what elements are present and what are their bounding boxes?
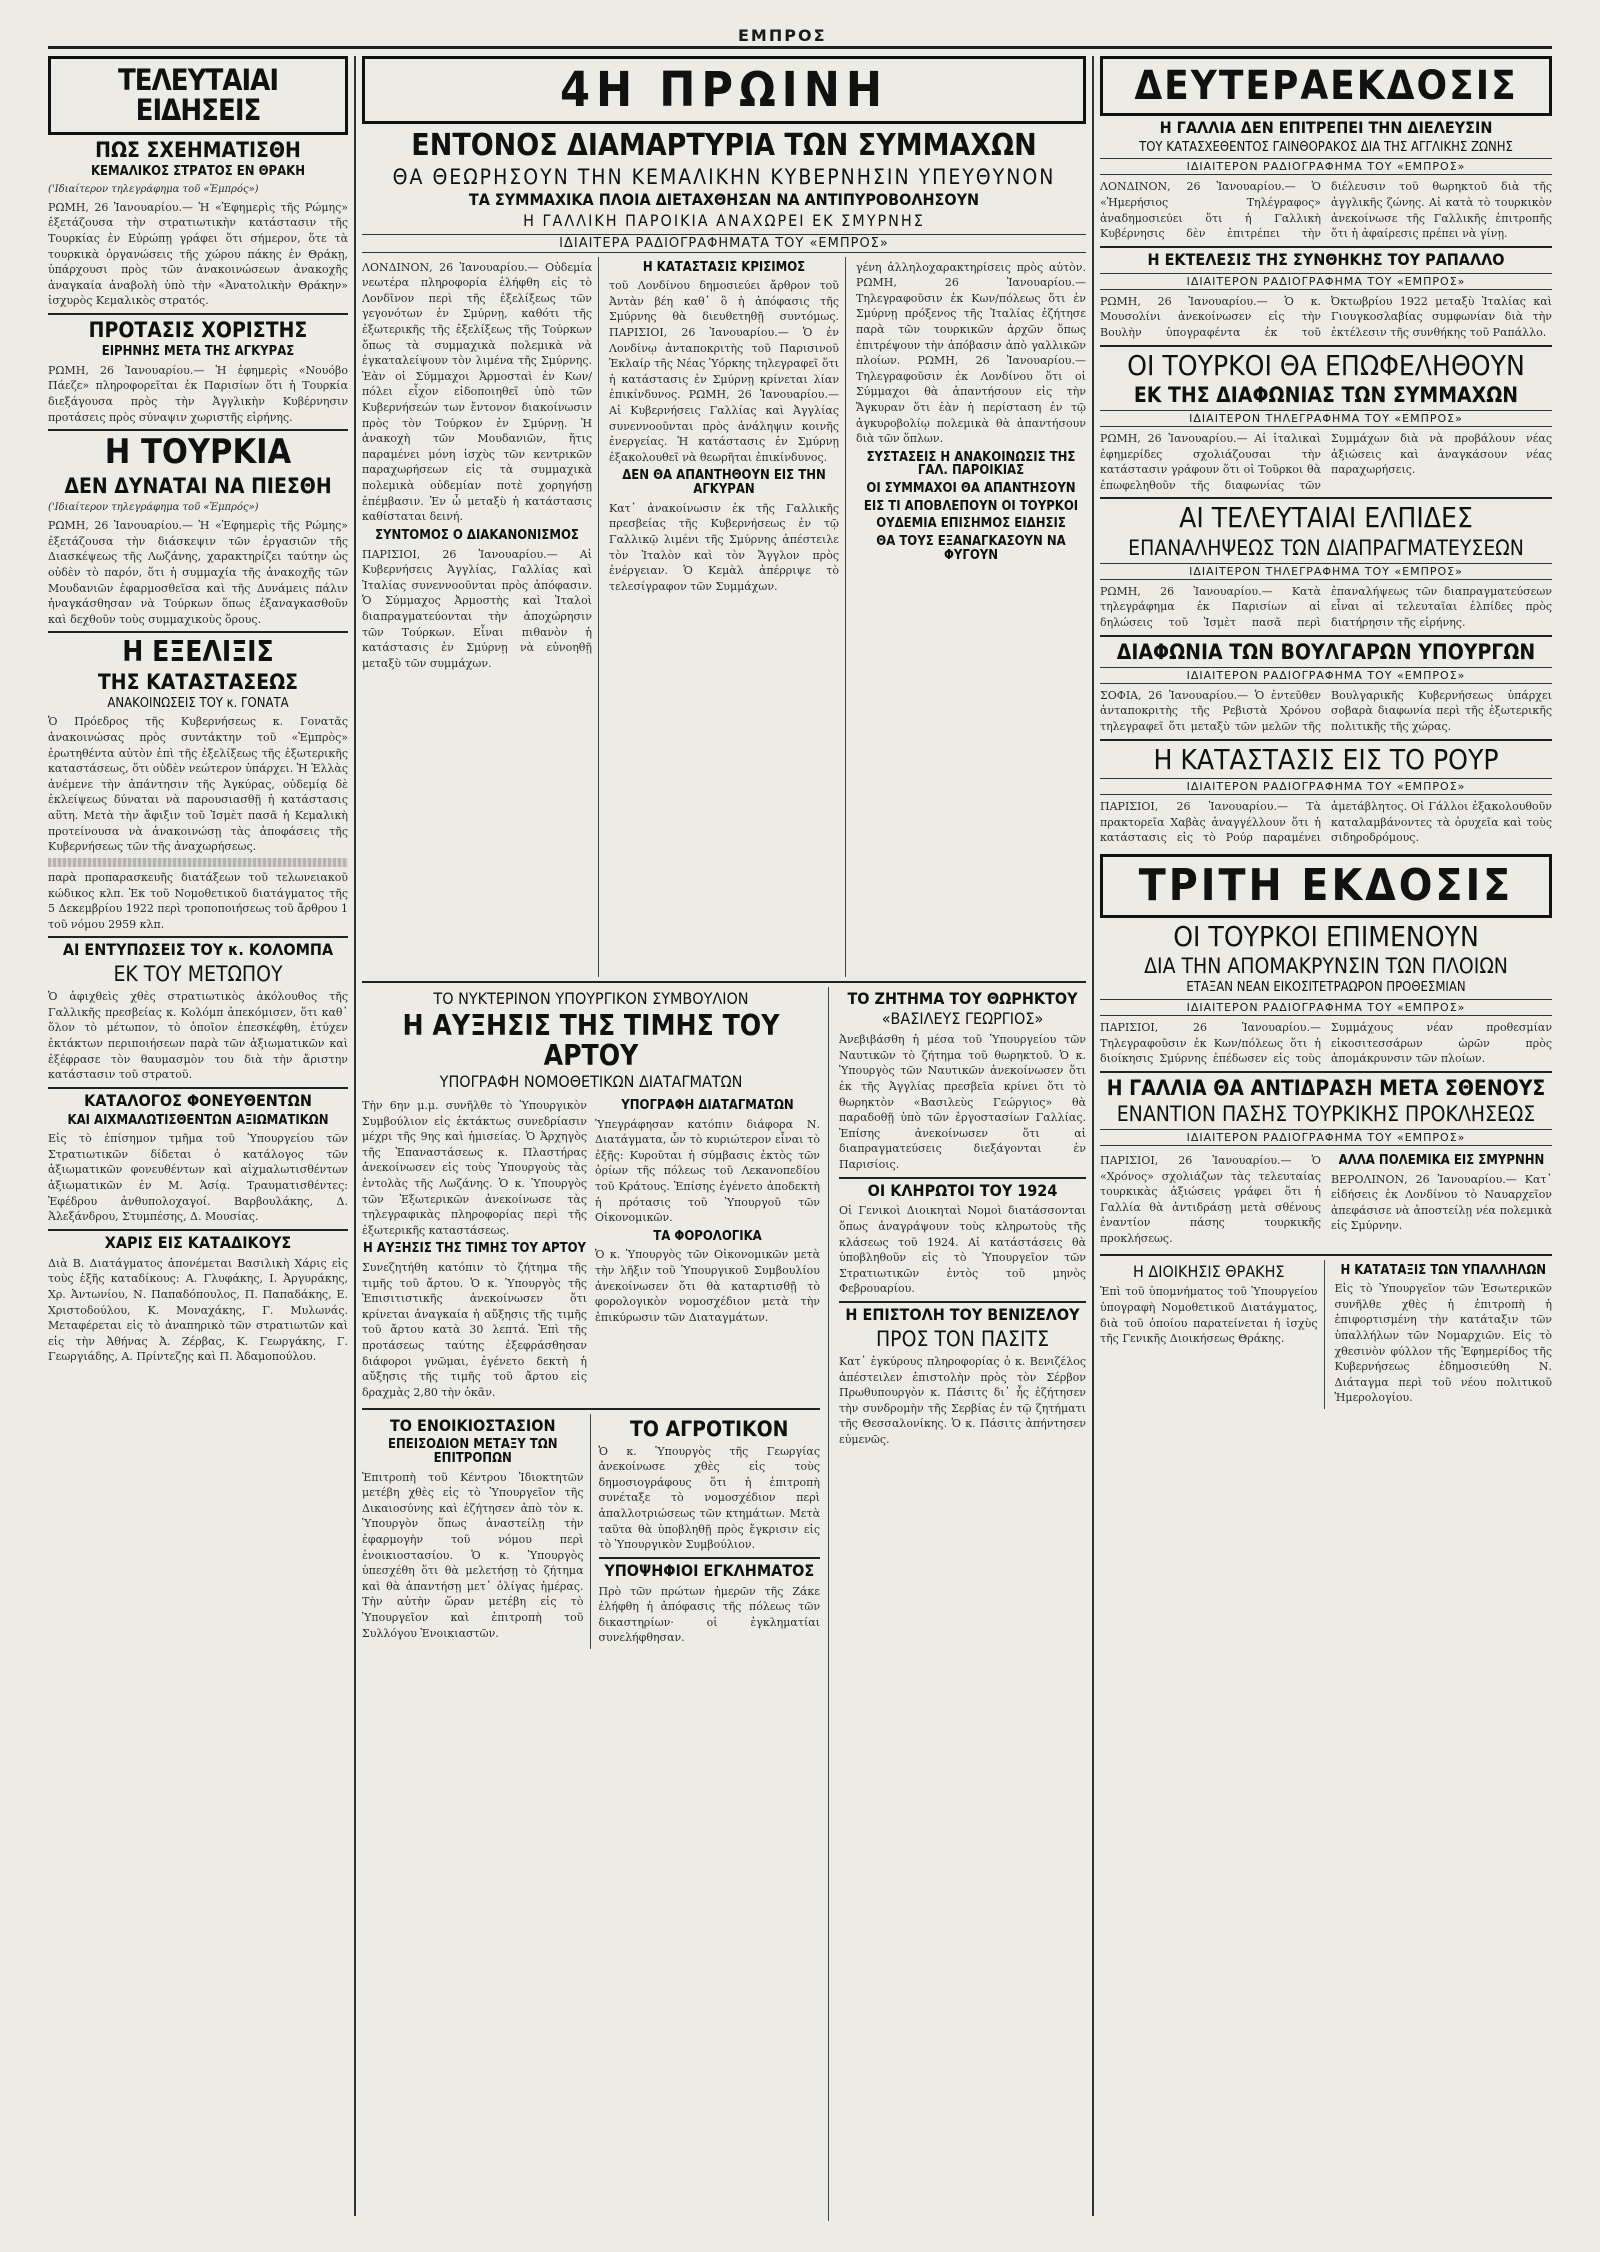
column-rule [1092, 56, 1094, 2216]
subheadline: ΤΗΣ ΚΑΤΑΣΤΑΣΕΩΣ [97, 669, 299, 694]
headline: Η ΓΑΛΛΙΑ ΘΑ ΑΝΤΙΔΡΑΣΗ ΜΕΤΑ ΣΘΕΝΟΥΣ [1106, 1075, 1546, 1100]
lower-section [362, 987, 1086, 2221]
headline: ΤΟ ΑΓΡΟΤΙΚΟΝ [629, 1416, 789, 1441]
agrarian-article [599, 1414, 821, 1650]
headline: ΠΩΣ ΣΧΕΗΜΑΤΙΣΘΗ [95, 137, 301, 162]
source-line: ('Ιδιαίτερον τηλεγράφημα τοῦ «Ἐμπρός») [48, 501, 259, 513]
subheadline: ΕΤΑΞΑΝ ΝΕΑΝ ΕΙΚΟΣΙΤΕΤΡΑΩΡΟΝ ΠΡΟΘΕΣΜΙΑΝ [1186, 980, 1466, 996]
article-text: Ὁ ἀφιχθεὶς χθὲς στρατιωτικὸς ἀκόλουθος τῆς Γαλλικῆς πρεσβείας κ. Κολόμπ ἀπεκόμισεν, ὅτι καθ᾽ ὅλον τὸ μέτωπον, τὸ ὁποῖον ἐπεσκέφθη, ἐτύχεν ἐκτάκτων περιποιήσεων παρὰ τῶν ἀξιωματικῶν καὶ ἐξέφρασε τὸν θαυμασμὸν του διὰ τὴν ἄριστην κατάστασιν τοῦ στρατοῦ. [48, 990, 348, 1082]
thrace-article [1100, 1260, 1325, 1410]
article-text: Ἐπὶ τοῦ ὑπομνήματος τοῦ Ὑπουργείου ὑπογραφὴ Νομοθετικοῦ Διατάγματος, διὰ τοῦ ὁποίου παρατείνεται ἡ ἰσχὺς τῆς Γενικῆς Διοικήσεως Θράκης. [1100, 1285, 1318, 1346]
headline: Η ΚΑΤΑΤΑΞΙΣ ΤΩΝ ΥΠΑΛΛΗΛΩΝ [1340, 1262, 1547, 1278]
column-rule [354, 56, 356, 2216]
section-heading: Η ΑΥΞΗΣΙΣ ΤΗΣ ΤΙΜΗΣ ΤΟΥ ΑΡΤΟΥ [362, 1241, 587, 1257]
subheadline: ΚΕΜΑΛΙΚΟΣ ΣΤΡΑΤΟΣ ΕΝ ΘΡΑΚΗ [90, 163, 306, 179]
section-heading: ΑΛΛΑ ΠΟΛΕΜΙΚΑ ΕΙΣ ΣΜΥΡΝΗΝ [1338, 1152, 1545, 1168]
article-text: ΡΩΜΗ, 26 Ἰανουαρίου.— Ἡ «Ἐφημερὶς τῆς Ρώμης» ἐξετάζουσα τὴν διάσκεψιν τῶν ἐργασιῶν τῆς Διασκέψεως τῆς Λωζάνης, χαρακτηρίζει ταύτην ὡς οὐδὲν τὸ παρόν, ὅτι ἡ συμμαχία τῆς ἀνακοχῆς τῶν Μουδανιῶν ἐφαρμοσθεῖσα καὶ τῆς Δυνάμεις πάλιν ἠναγκάσθησαν νὰ Τούρκων ὅπως ἐξαναγκασθοῦν καὶ δεχθοῦν τοὺς συμμαχικοὺς ὅρους. [48, 519, 348, 626]
divider [1100, 635, 1552, 637]
headline: ΟΙ ΤΟΥΡΚΟΙ ΘΑ ΕΠΩΦΕΛΗΘΟΥΝ [1127, 348, 1525, 382]
article-text: ΛΟΝΔΙΝΟΝ, 26 Ἰανουαρίου.— Ὁ «Ἡμερήσιος Τηλέγραφος» ἀναδημοσιεύει ὅτι ἡ Γαλλικὴ Κυβέρνησις δὲν ἐπιτρέπει τὴν διέλευσιν τοῦ θωρηκτοῦ διὰ τῆς ἀγγλικῆς ζώνης. Αἱ κατὰ τὸ τουρκικὸν ἀνεκοίνωσε τῆς Γαλλικῆς ἐπιτροπῆς ὅτι ἡ ἀφαίρεσις πρέπει νὰ γίνῃ. [1100, 180, 1552, 241]
article-text: Συνεζητήθη κατόπιν τὸ ζήτημα τῆς τιμῆς τοῦ ἄρτου. Ὁ κ. Ὑπουργὸς τῆς Ἐπισιτιστικῆς ἀνεκοίνωσεν ὅτι κρίνεται ἀναγκαία ἡ αὔξησις τῆς τιμῆς τοῦ ἄρτου κατὰ 30 λεπτά. Ἐπὶ τῆς προτάσεως ταύτης ἐξεφράσθησαν διάφοροι γνῶμαι, ἐγένετο δεκτὴ ἡ αὔξησις τῆς τιμῆς τοῦ ἄρτου εἰς δραχμὰς 2,80 τὴν ὀκᾶν. [362, 1261, 587, 1399]
main-subheadline: ΤΑ ΣΥΜΜΑΧΙΚΑ ΠΛΟΙΑ ΔΙΕΤΑΧΘΗΣΑΝ ΝΑ ΑΝΤΙΠΥΡΟΒΟΛΗΣΟΥΝ [468, 189, 980, 209]
radio-label: ΙΔΙΑΙΤΕΡΟΝ ΡΑΔΙΟΓΡΑΦΗΜΑ ΤΟΥ «ΕΜΠΡΟΣ» [1100, 158, 1552, 175]
subheadline: «ΒΑΣΙΛΕΥΣ ΓΕΩΡΓΙΟΣ» [881, 1009, 1044, 1029]
subheadline: ΔΕΝ ΔΥΝΑΤΑΙ ΝΑ ΠΙΕΣΘΗ [64, 473, 332, 498]
radio-label: ΙΔΙΑΙΤΕΡΑ ΡΑΔΙΟΓΡΑΦΗΜΑΤΑ ΤΟΥ «ΕΜΠΡΟΣ» [362, 234, 1086, 253]
article-text: ΒΕΡΟΛΙΝΟΝ, 26 Ἰανουαρίου.— Κατ᾽ εἰδήσεις ἐκ Λονδίνου τὸ Ναυαρχεῖον ἀπεφάσισε νὰ ἀποστείλῃ νέα πολεμικὰ εἰς Σμύρνην. [1331, 1172, 1552, 1233]
radio-label: ΙΔΙΑΙΤΕΡΟΝ ΡΑΔΙΟΓΡΑΦΗΜΑ ΤΟΥ «ΕΜΠΡΟΣ» [1100, 273, 1552, 290]
subheadline: ΚΑΙ ΑΙΧΜΑΛΩΤΙΣΘΕΝΤΩΝ ΑΞΙΩΜΑΤΙΚΩΝ [67, 1112, 329, 1128]
subheadline: ΕΝΑΝΤΙΟΝ ΠΑΣΗΣ ΤΟΥΡΚΙΚΗΣ ΠΡΟΚΛΗΣΕΩΣ [1116, 1101, 1536, 1126]
article-text: παρὰ προπαρασκευῆς διατάξεων τοῦ τελωνειακοῦ κώδικος κλπ. Ἐκ τοῦ Νομοθετικοῦ διατάγματος τῆς 5 Δεκεμβρίου 1922 περὶ τροποποιήσεως τοῦ ἄρθρου 1 τοῦ νόμου 2959 κλπ. [48, 870, 348, 931]
subheadline: ΔΙΑ ΤΗΝ ΑΠΟΜΑΚΡΥΝΣΙΝ ΤΩΝ ΠΛΟΙΩΝ [1144, 954, 1508, 979]
headline: Η ΓΑΛΛΙΑ ΔΕΝ ΕΠΙΤΡΕΠΕΙ ΤΗΝ ΔΙΕΛΕΥΣΙΝ [1159, 118, 1493, 137]
divider [362, 981, 1086, 983]
divider [48, 429, 348, 431]
radio-label: ΙΔΙΑΙΤΕΡΟΝ ΡΑΔΙΟΓΡΑΦΗΜΑ ΤΟΥ «ΕΜΠΡΟΣ» [1100, 1129, 1552, 1146]
main-article-col-c [856, 257, 1086, 977]
divider [48, 1087, 348, 1089]
divider [1100, 246, 1552, 248]
headline: Η ΤΟΥΡΚΙΑ [104, 432, 292, 473]
telegram-label: ΙΔΙΑΙΤΕΡΟΝ ΤΗΛΕΓΡΑΦΗΜΑ ΤΟΥ «ΕΜΠΡΟΣ» [1100, 563, 1552, 580]
divider [839, 1301, 1086, 1303]
subheadline: ΥΠΟΓΡΑΦΗ ΝΟΜΟΘΕΤΙΚΩΝ ΔΙΑΤΑΓΜΑΤΩΝ [439, 1072, 743, 1092]
headline: ΤΟ ΖΗΤΗΜΑ ΤΟΥ ΘΩΡΗΚΤΟΥ [847, 988, 1078, 1008]
article-text: Εἰς τὸ ἐπίσημον τμῆμα τοῦ Ὑπουργείου τῶν Στρατιωτικῶν δίδεται ὁ κατάλογος τῶν ἀξιωματικῶν φονευθέντων καὶ αἰχμαλωτισθέντων ἀξιωματικῶν ἐν Μ. Ἀσίᾳ. Τραυματισθέντες: Ἐφέδρου ἀνθυπολοχαγοί. Βαρβουλάκης, Δ. Ἀλεξάνδρου, Στυμπέσης, Δ. Μουσίας. [48, 1132, 348, 1224]
article-text: ΡΩΜΗ, 26 Ἰανουαρίου.— Κατὰ τηλεγράφημα ἐκ Παρισίων αἱ δηλώσεις τοῦ Ἰσμὲτ πασᾶ περὶ ἐπαναλήψεως τῶν διαπραγματεύσεων εἶναι αἱ τελευταῖαι ἐλπίδες πρὸς διατήρησιν τῆς εἰρήνης. [1100, 584, 1552, 630]
headline: ΑΙ ΕΝΤΥΠΩΣΕΙΣ ΤΟΥ κ. ΚΟΛΟΜΠΑ [62, 940, 334, 960]
main-subheadline: ΘΑ ΘΕΩΡΗΣΟΥΝ ΤΗΝ ΚΕΜΑΛΙΚΗΝ ΚΥΒΕΡΝΗΣΙΝ ΥΠΕΥΘΥΝΟΝ [392, 164, 1056, 189]
main-headline: ΕΝΤΟΝΟΣ ΔΙΑΜΑΡΤΥΡΙΑ ΤΩΝ ΣΥΜΜΑΧΩΝ [411, 128, 1037, 164]
article-text: Εἰς τὸ Ὑπουργεῖον τῶν Ἐσωτερικῶν συνῆλθε χθὲς ἡ ἐπιτροπὴ ἡ ἐπιφορτισμένη τὴν κατάταξιν τῶν ὑπαλλήλων τῶν Νομαρχιῶν. Εἰς τὸ χθεσινὸν φύλλον τῆς Ἐφημερίδος τῆς Κυβερνήσεως ἐδημοσιεύθη Ν. Διάταγμα περὶ τοῦ νέου πολιτικοῦ Ἡμερολογίου. [1334, 1282, 1552, 1405]
radio-label: ΙΔΙΑΙΤΕΡΟΝ ΡΑΔΙΟΓΡΑΦΗΜΑ ΤΟΥ «ΕΜΠΡΟΣ» [1100, 778, 1552, 795]
article-text: ΠΑΡΙΣΙΟΙ, 26 Ἰανουαρίου.— Τὰ πρακτορεῖα Χαβὰς ἀναγγέλλουν ὅτι ἡ κατάστασις εἰς τὸ Ρούρ παραμένει ἀμετάβλητος. Οἱ Γάλλοι ἐξακολουθοῦν καταλαμβάνοντες τὰ ὀρυχεῖα καὶ τοὺς σιδηροδρόμους. [1100, 799, 1552, 845]
headline: ΟΙ ΤΟΥΡΚΟΙ ΕΠΙΜΕΝΟΥΝ [1173, 919, 1479, 953]
divider [599, 1557, 821, 1559]
subheadline: ΤΟΥ ΚΑΤΑΣΧΕΘΕΝΤΟΣ ΓΑΙΝΘΟΡΑΚΟΣ ΔΙΑ ΤΗΣ ΑΓΓΛΙΚΗΣ ΖΩΝΗΣ [1139, 139, 1513, 155]
section-heading: ΥΠΟΓΡΑΦΗ ΔΙΑΤΑΓΜΑΤΩΝ [621, 1097, 794, 1113]
headline: ΚΑΤΑΛΟΓΟΣ ΦΟΝΕΥΘΕΝΤΩΝ [84, 1090, 312, 1110]
headline: ΔΙΑΦΩΝΙΑ ΤΩΝ ΒΟΥΛΓΑΡΩΝ ΥΠΟΥΡΓΩΝ [1116, 639, 1536, 664]
article-text: Ὁ Πρόεδρος τῆς Κυβερνήσεως κ. Γονατᾶς ἀνακοινώσας πρὸς συντάκτην τοῦ «Ἐμπρὸς» ἐρωτηθέντα αὐτὸν ἐπὶ τῆς ἐξελίξεως τῆς ἐξωτερικῆς καταστάσεως, ὅτι οὐδὲν νεώτερον ὑπάρχει. Ἡ Ἑλλὰς ἀνέμενε τὴν ἀπάντησιν τῆς Ἀγκύρας, οὐδεμίᾳ δὲ ἐκλείψεως δύναται νὰ παρουσιασθῇ ἡ κατάστασις αὕτη. Μετὰ τὴν ἄφιξιν τοῦ Ἰσμὲτ πασᾶ ἡ Κεμαλικὴ προτείνουσα νὰ ἀνακοινώσῃ τὰς ἀποφάσεις τῆς Κυβερνήσεως τῶν τῆς ἀναχωρήσεως. [48, 715, 348, 854]
headline: ΤΟ ΕΝΟΙΚΙΟΣΤΑΣΙΟΝ [389, 1415, 556, 1435]
council-article [362, 987, 829, 2221]
section-heading: ΣΥΣΤΑΣΕΙΣ Η ΑΝΑΚΟΙΝΩΣΙΣ ΤΗΣ ΓΑΛ. ΠΑΡΟΙΚΙΑΣ [866, 449, 1076, 479]
council-col-b [595, 1095, 820, 1404]
banner-second-edition: ΔΕΥΤΕΡΑΕΚΔΟΣΙΣ [1100, 56, 1552, 116]
section-heading: ΟΙ ΣΥΜΜΑΧΟΙ ΘΑ ΑΠΑΝΤΗΣΟΥΝ [866, 481, 1076, 497]
masthead-line [48, 26, 1552, 49]
headline: ΟΙ ΚΛΗΡΩΤΟΙ ΤΟΥ 1924 [867, 1180, 1058, 1200]
radio-label: ΙΔΙΑΙΤΕΡΟΝ ΡΑΔΙΟΓΡΑΦΗΜΑ ΤΟΥ «ΕΜΠΡΟΣ» [1100, 667, 1552, 684]
divider [1100, 739, 1552, 741]
telegram-label: ΙΔΙΑΙΤΕΡΟΝ ΤΗΛΕΓΡΑΦΗΜΑ ΤΟΥ «ΕΜΠΡΟΣ» [1100, 410, 1552, 427]
headline: Η ΚΑΤΑΣΤΑΣΙΣ ΕΙΣ ΤΟ ΡΟΥΡ [1153, 742, 1499, 776]
subheadline: ΕΠΕΙΣΟΔΙΟΝ ΜΕΤΑΞΥ ΤΩΝ ΕΠΙΤΡΟΠΩΝ [387, 1437, 558, 1466]
council-col-a [362, 1095, 587, 1404]
masthead-title: ΕΜΠΡΟΣ [738, 26, 827, 45]
article-text: ΛΟΝΔΙΝΟΝ, 26 Ἰανουαρίου.— Οὐδεμία νεωτέρα πληροφορία ἐλήφθη εἰς τὸ Λονδῖνον περὶ τῆς ἐξελίξεως τῶν γεγονότων ἐν Σμύρνῃ, καθότι τῆς ἐξωτερικῆς τῆς ἐξελίξεως τῆς Τούρκων ὅπως τὰ συμμαχικὰ πολεμικὰ νὰ ἐγκαταλείψουν τὸν λιμένα τῆς Σμύρνης. Ἐὰν οἱ Σύμμαχοι Ἀρμοσταὶ ἐν Κων/πόλει εἶχον εἰδοποιηθεῖ ὑπὸ τῶν Κυβερνήσεών των ἔντονον διακοίνωσιν πρὸς τὸν Τούρκον ἐν Σμύρνῃ. Ἡ ἀνακοχὴ τῶν Μουδανιῶν, ἥτις παραμένει μόνη ἰσχὺς τῶν κεντρικῶν παραχωρήσεων εἰς τὰ συμμαχικὰ πολεμικὰ οὐδεμίαν ποτὲ χορηγήσῃ ἐπέμβασιν. Ἐν ὧ μεταξὺ ἡ κατάστασις καθίσταται δεινή. [362, 260, 592, 524]
section-heading: ΤΑ ΦΟΡΟΛΟΓΙΚΑ [653, 1228, 762, 1244]
article-text: Οἱ Γενικοὶ Διοικηταὶ Νομοὶ διατάσσονται ὅπως ἀναγράψουν τοὺς κληρωτοὺς τῆς κλάσεως τοῦ 1924. Αἱ κατάστάσεις θὰ ὑποβληθοῦν εἰς τὸ Ὑπουργεῖον τῶν Στρατιωτικῶν ἐντὸς τοῦ μηνὸς Φεβρουαρίου. [839, 1204, 1086, 1296]
column-second-edition [1100, 56, 1552, 2221]
bottom-row [1100, 1260, 1552, 1410]
divider [48, 313, 348, 315]
headline: Η ΕΞΕΛΙΞΙΣ [122, 635, 274, 669]
headline: ΠΡΟΤΑΣΙΣ ΧΟΡΙΣΤΗΣ [88, 318, 308, 343]
headline: ΥΠΟΨΗΦΙΟΙ ΕΓΚΛΗΜΑΤΟΣ [604, 1560, 815, 1580]
article-text: Τὴν 6ην μ.μ. συνῆλθε τὸ Ὑπουργικὸν Συμβούλιον εἰς ἐκτάκτως συνεδρίασιν μέχρι τῆς 9ης καὶ ἡμισείας. Ὁ Ἀρχηγὸς τῆς Ἐπαναστάσεως κ. Πλαστήρας ἀνεκοίνωσεν εἰς τοὺς Ὑπουργοὺς τὰς ἐντολὰς τῆς Λωζάνης. Ὁ κ. Ὑπουργὸς τῶν Ἐξωτερικῶν ἀνεκοίνωσε τὰς τηλεγραφικὰς πληροφορίας περὶ τῆς ἐξωτερικῆς καταστάσεως. [362, 1098, 587, 1237]
divider [1100, 345, 1552, 347]
article-text: ΡΩΜΗ, 26 Ἰανουαρίου.— Ἡ «Ἐφημερὶς τῆς Ρώμης» ἐξετάζουσα τὴν στρατιωτικὴν κατάστασιν τῆς Τουρκίας ἐν Εὐρώπῃ γράφει ὅτι σήμερον, ὅτε τὰ τουρκικὰ ὀργανώσεις τῆς χώρου πάκης ἐν Θράκῃ, ὑπάρχουσι πρὸς τῶν ἀνακοινώσεων ἀνακοχῆς ἀναγκαία ἀναβολὴ ὑπὸ τὴν «Ἀνατολικὴν Θράκην» ἰσχυρὸς Κεμαλικὸς στρατός. [48, 200, 348, 308]
headline: Η ΕΚΤΕΛΕΣΙΣ ΤΗΣ ΣΥΝΘΗΚΗΣ ΤΟΥ ΡΑΠΑΛΛΟ [1147, 249, 1505, 269]
battleship-column [839, 987, 1086, 2221]
article-text: Ὁ κ. Ὑπουργὸς τῆς Γεωργίας ἀνεκοίνωσε χθὲς εἰς τοὺς δημοσιογράφους ὅτι ἡ ἐπιτροπὴ συνέταξε τὸ νομοσχέδιον περὶ ἀπαλλοτριώσεως τῶν κτημάτων. Μετὰ ταῦτα θὰ ὑποβληθῇ πρὸς ἔγκρισιν εἰς τὸ Ὑπουργικὸν Συμβούλιον. [598, 1444, 820, 1552]
council-columns [362, 1095, 820, 1404]
headline: Η ΕΠΙΣΤΟΛΗ ΤΟΥ ΒΕΝΙΖΕΛΟΥ [845, 1305, 1080, 1325]
section-heading: ΟΥΔΕΜΙΑ ΕΠΙΣΗΜΟΣ ΕΙΔΗΣΙΣ [876, 516, 1066, 532]
warships-article [1331, 1150, 1552, 1250]
main-subheadline: Η ΓΑΛΛΙΚΗ ΠΑΡΟΙΚΙΑ ΑΝΑΧΩΡΕΙ ΕΚ ΣΜΥΡΝΗΣ [523, 210, 925, 230]
faded-print-band [48, 858, 348, 867]
article-text: Διὰ Β. Διατάγματος ἀπονέμεται Βασιλικὴ Χάρις εἰς τοὺς ἑξῆς καταδίκους: Α. Γλυφάκης, Ι. Ἀργυράκης, Χρ. Ἀντωνίου, Ν. Παπαδόπουλος, Π. Παπαδάκης, Ε. Χριστοδούλου, Κ. Μοναχάκης, Γ. Μυλωνάς. Μεταφέρεται εἰς τὸ ἀναπηρικὸ τῶν στρατιωτῶν καὶ εἰς τὴν Ἀθήνας Ἀ. Ζέρβας, Κ. Γεωργάκης, Γ. Γεωργιάδης, Α. Πρίντεζης καὶ Π. Ἀδαμοπούλου. [48, 1256, 348, 1364]
article-text: Ὁ κ. Ὑπουργὸς τῶν Οἰκονομικῶν μετὰ τὴν λῆξιν τοῦ Ὑπουργικοῦ Συμβουλίου ἀνεκοίνωσεν ὅτι θὰ καταρτισθῇ τὸ φορολογικὸν νομοσχέδιον μετὰ τὴν ἐπικύρωσιν τῶν Διαταγμάτων. [595, 1248, 820, 1324]
article-text: γένη ἀλληλοχαρακτηρίσεις πρὸς αὐτὸν. ΡΩΜΗ, 26 Ἰανουαρίου.— Τηλεγραφοῦσιν ἐκ Κων/πόλεως ὅτι ἐν Σμύρνῃ πρόξενος τῆς Ἰταλίας ἐζήτησε παρὰ τῶν τουρκικῶν ἀρχῶν ὅπως ἐπιτρέψουν τὴν ἀπόβασιν ἀπὸ γαλλικῶν πλοίων. ΡΩΜΗ, 26 Ἰανουαρίου.— Τηλεγραφοῦσιν ἐκ Λονδίνου ὅτι οἱ Σύμμαχοι θὰ ἀπαντήσουν εἰς τὴν Ἄγκυραν ὅτι ἐὰν ἡ περίσταση ἐν τῷ ἀγκυροβολίῳ πολεμικὰ θὰ ἀπαντήσουν διὰ τῶν ὅπλων. [856, 260, 1086, 446]
banner-latest-news: ΤΕΛΕΥΤΑΙΑΙ ΕΙΔΗΣΕΙΣ [48, 56, 348, 135]
subheadline: ΕΚ ΤΗΣ ΔΙΑΦΩΝΙΑΣ ΤΩΝ ΣΥΜΜΑΧΩΝ [1133, 382, 1519, 407]
headline: Η ΑΥΞΗΣΙΣ ΤΗΣ ΤΙΜΗΣ ΤΟΥ ΑΡΤΟΥ [402, 1009, 780, 1072]
divider [1100, 1254, 1552, 1256]
main-article-col-b [609, 257, 846, 977]
section-heading: Η ΚΑΤΑΣΤΑΣΙΣ ΚΡΙΣΙΜΟΣ [642, 259, 806, 275]
article-text: Πρὸ τῶν πρώτων ἡμερῶν τῆς Ζάκε ἐλήφθη ἡ ἀπόφασις τῆς πόλεως τῶν δικαστηρίων· οἱ ἐγκληματίαι συνελήφθησαν. [598, 1584, 820, 1645]
subheadline: ΕΙΡΗΝΗΣ ΜΕΤΑ ΤΗΣ ΑΓΚΥΡΑΣ [101, 344, 295, 360]
divider [48, 936, 348, 938]
banner-third-edition: ΤΡΙΤΗ ΕΚΔΟΣΙΣ [1100, 854, 1552, 918]
headline: ΑΙ ΤΕΛΕΥΤΑΙΑΙ ΕΛΠΙΔΕΣ [1179, 501, 1473, 535]
rent-agrarian-row [362, 1414, 820, 1650]
article-text: Ἐπιτροπὴ τοῦ Κέντρου Ἰδιοκτητῶν μετέβη χθὲς εἰς τὸ Ὑπουργεῖον τῆς Δικαιοσύνης καὶ ἐζήτησεν ἀπὸ τὸν κ. Ὑπουργὸν ὅπως ἀναστείλῃ τὴν ἐφαρμογὴν τοῦ νόμου περὶ ἐνοικιοστασίου. Ὁ κ. Ὑπουργὸς ὑπεσχέθη ὅτι θὰ μελετήσῃ τὸ ζήτημα καὶ θὰ ἀπαντήσῃ μετ᾽ ὀλίγας ἡμέρας. Τὴν αὐτὴν ὥραν μετέβη εἰς τὸ Ὑπουργεῖον καὶ ἐπιτροπὴ τοῦ Συλλόγου Ἐνοικιαστῶν. [362, 1470, 584, 1640]
headline: Η ΔΙΟΙΚΗΣΙΣ ΘΡΑΚΗΣ [1132, 1261, 1285, 1281]
employees-article [1335, 1260, 1553, 1410]
article-text: ΡΩΜΗ, 26 Ἰανουαρίου.— Ὁ κ. Μουσολίνι ἀνεκοίνωσεν εἰς τὴν Βουλὴν ὑπογραφέντα ἐκ τοῦ Ὀκτωβρίου 1922 μεταξὺ Ἰταλίας καὶ Γιουγκοσλαβίας συμφωνίαν διὰ τὴν ἐκτέλεσιν τῆς συνθήκης τοῦ Ραπάλλο. [1100, 294, 1552, 339]
section-heading: ΕΙΣ ΤΙ ΑΠΟΒΛΕΠΟΥΝ ΟΙ ΤΟΥΡΚΟΙ [863, 498, 1079, 514]
headline: ΤΟ ΝΥΚΤΕΡΙΝΟΝ ΥΠΟΥΡΓΙΚΟΝ ΣΥΜΒΟΥΛΙΟΝ [433, 988, 749, 1008]
divider [1100, 497, 1552, 499]
article-text: Ἀνεβιβάσθη ἡ μέσα τοῦ Ὑπουργείου τῶν Ναυτικῶν τὸ ζήτημα τοῦ θωρηκτοῦ. Ὁ κ. Ὑπουργὸς τῶν Ναυτικῶν ἀνεκοίνωσεν ὅτι ἐκ τῆς Ἀγγλίας πρεσβεῖα κρίνει ὅτι τὸ θωρηκτὸν «Βασιλεὺς Γεώργιος» θὰ παραδοθῇ ὑπὸ τῶν ἐργοστασίων Γαλλίας. Ἐπίσης ἀνεκοίνωσεν ὅτι αἱ διαπραγματεύσεις διεξάγονται ἐν Παρισίοις. [839, 1033, 1086, 1171]
section-heading: ΣΥΝΤΟΜΟΣ Ο ΔΙΑΚΑΝΟΝΙΣΜΟΣ [375, 527, 579, 543]
column-fourth-morning [362, 56, 1086, 2221]
article-text: τοῦ Λονδίνου δημοσιεύει ἄρθρον τοῦ Ἀντὰν βέη καθ᾽ ὃ ἡ ἀπόφασις τῆς Σμύρνης θὰ διευθετηθῇ συντόμως. ΠΑΡΙΣΙΟΙ, 26 Ἰανουαρίου.— Ὁ ἐν Λονδίνῳ ἀνταποκριτὴς τοῦ Παρισινοῦ Ἐκλαίρ τῆς Νέας Ὑόρκης τηλεγραφεῖ ὅτι ἡ κατάστασις ἐν Σμύρνῃ κρίνεται λίαν ἐπικίνδυνος. ΡΩΜΗ, 26 Ἰανουαρίου.— Αἱ Κυβερνήσεις Γαλλίας καὶ Ἀγγλίας συνεννοοῦνται πρὸς ἀνάληψιν κοινῆς ἐνεργείας. Ἡ κατάστασις ἐν Σμύρνῃ ἐξακολουθεῖ νὰ θεωρῆται ἐπικίνδυνος. [609, 279, 839, 464]
headline: ΧΑΡΙΣ ΕΙΣ ΚΑΤΑΔΙΚΟΥΣ [104, 1232, 292, 1252]
source-line: ('Ιδιαίτερον τηλεγράφημα τοῦ «Ἐμπρός») [48, 183, 259, 195]
column-latest-news [48, 56, 348, 2221]
banner-fourth-morning: 4Η ΠΡΩΙΝΗ [362, 56, 1086, 124]
subheadline: ΕΠΑΝΑΛΗΨΕΩΣ ΤΩΝ ΔΙΑΠΡΑΓΜΑΤΕΥΣΕΩΝ [1128, 535, 1524, 560]
article-text: ΡΩΜΗ, 26 Ἰανουαρίου.— Ἡ ἐφημερὶς «Νουόβο Πάεζε» πληροφορεῖται ἐκ Παρισίων ὅτι ἡ Τουρκία διεξάγουσα πρὸς τὴν Ἀγγλικὴν Κυβέρνησιν προτάσεις πρὸς σύναψιν χωριστῆς εἰρήνης. [48, 363, 348, 424]
article-text: Κατ᾽ ἐγκύρους πληροφορίας ὁ κ. Βενιζέλος ἀπέστειλεν ἐπιστολὴν πρὸς τὸν Σέρβον Πρωθυπουργὸν κ. Πάσιτς δι᾽ ἧς ἐζήτησεν τὴν συνδρομὴν τῆς Σερβίας ἐν τῷ ζητήματι τῆς Θεσσαλονίκης. Ὁ κ. Πάσιτς ἀπήντησεν εὐμενῶς. [839, 1354, 1086, 1446]
subheadline: ΠΡΟΣ ΤΟΝ ΠΑΣΙΤΣ [875, 1326, 1050, 1351]
section-heading: ΘΑ ΤΟΥΣ ΕΞΑΝΑΓΚΑΣΟΥΝ ΝΑ ΦΥΓΟΥΝ [876, 534, 1066, 563]
main-article-columns [362, 257, 1086, 977]
divider [48, 1229, 348, 1231]
subheadline: ΑΝΑΚΟΙΝΩΣΕΙΣ ΤΟΥ κ. ΓΟΝΑΤΑ [107, 695, 289, 711]
article-text: Ὑπεγράφησαν κατόπιν διάφορα Ν. Διατάγματα, ὧν τὸ κυριώτερον εἶναι τὸ ἐξῆς: Κυροῦται ἡ σύμβασις ἐκτὸς τῶν ὁρίων τῆς πόλεως τοῦ Λεκανοπεδίου τοῦ Κράτους. Ἐπίσης ἐγένετο ἀποδεκτὴ ἡ πρότασις τοῦ Ὑπουργοῦ τῶν Οἰκονομικῶν. [595, 1117, 820, 1225]
divider [48, 631, 348, 633]
divider [1100, 1071, 1552, 1073]
article-text: Κατ᾽ ἀνακοίνωσιν ἐκ τῆς Γαλλικῆς πρεσβείας τῆς Κυβερνήσεως ἐν τῷ Γαλλικῷ λιμένι τῆς Σμύρνης ἀπέστειλε τὸν Ἰταλὸν καὶ τὸν Ἄγγλον πρὸς ἐνέργειαν. Ὁ Κεμὰλ ἀπέρριψε τὸ τελεσίγραφον τῶν Συμμάχων. [609, 501, 839, 593]
france-article-row [1100, 1150, 1552, 1250]
main-article-col-a [362, 257, 599, 977]
section-heading: ΔΕΝ ΘΑ ΑΠΑΝΤΗΘΟΥΝ ΕΙΣ ΤΗΝ ΑΓΚΥΡΑΝ [622, 468, 826, 498]
article-text: ΠΑΡΙΣΙΟΙ, 26 Ἰανουαρίου.— Αἱ Κυβερνήσεις Ἀγγλίας, Γαλλίας καὶ Ἰταλίας συνεννοοῦνται πρὸς ἀπόφασιν. Ὁ Σύμμαχος Ἀρμοστὴς καὶ Ἰταλοὶ διαπραγματεύονται τὴν ἀποχώρησιν τῶν Τούρκων. Εἶναι πιθανὸν ἡ κατάστασις ἐν Σμύρνῃ νὰ εὐνοηθῇ μεταξὺ τῶν συμμάχων. [362, 547, 592, 670]
article-text: ΣΟΦΙΑ, 26 Ἰανουαρίου.— Ὁ ἐντεῦθεν ἀνταποκριτὴς τῆς Ρεβιστὰ Χρόνου τηλεγραφεῖ ὅτι μεταξὺ τῶν μελῶν τῆς Βουλγαρικῆς Κυβερνήσεως ὑπάρχει σοβαρὰ διαφωνία περὶ τῆς ἐξωτερικῆς πολιτικῆς τῆς χώρας. [1100, 688, 1552, 733]
newspaper-page [48, 26, 1552, 2226]
article-text: ΠΑΡΙΣΙΟΙ, 26 Ἰανουαρίου.— Τηλεγραφοῦσιν ἐκ Κων/πόλεως ὅτι ἡ διοίκησις Σμύρνης ἐπέδωσεν εἰς τοὺς Συμμάχους νέαν προθεσμίαν εἰκοσιτεσσάρων ὡρῶν πρὸς ἀπομάκρυνσιν τῶν πλοίων. [1100, 1021, 1552, 1066]
subheadline: ΕΚ ΤΟΥ ΜΕΤΩΠΟΥ [113, 962, 283, 987]
radio-label: ΙΔΙΑΙΤΕΡΟΝ ΡΑΔΙΟΓΡΑΦΗΜΑ ΤΟΥ «ΕΜΠΡΟΣ» [1100, 999, 1552, 1016]
divider [839, 1177, 1086, 1179]
article-text: ΡΩΜΗ, 26 Ἰανουαρίου.— Αἱ ἰταλικαὶ ἐφημερίδες σχολιάζουσαι τὴν κατάστασιν γράφουν ὅτι οἱ Τοῦρκοι θὰ ἐπωφεληθοῦν τῆς διαφωνίας τῶν Συμμάχων διὰ νὰ προβάλουν νέας ἀξιώσεις καὶ ἀναγκάσουν νέας παραχωρήσεις. [1100, 431, 1552, 492]
divider [362, 1408, 820, 1410]
rent-article [362, 1414, 591, 1650]
article-text: ΠΑΡΙΣΙΟΙ, 26 Ἰανουαρίου.— Ὁ «Χρόνος» σχολιάζων τὰς τελευταίας τουρκικὰς ἀξιώσεις γράφει ὅτι ἡ Γαλλία θὰ ἀντιδράσῃ μετὰ σθένους ἐναντίον πάσης τουρκικῆς προκλήσεως. [1100, 1153, 1321, 1245]
